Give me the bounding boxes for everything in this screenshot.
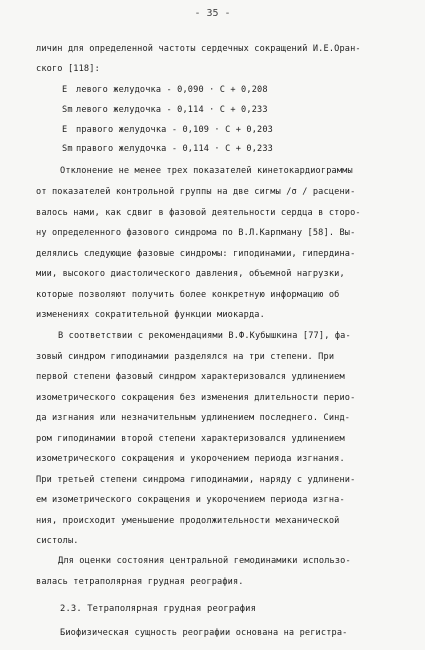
text-line: ром гиподинамии второй степени характеризовался удлинением — [36, 434, 345, 444]
text-line: изометрического сокращения и укорочением периода изгнания. — [36, 454, 345, 464]
formula-line — [62, 105, 268, 115]
text-line: валась тетраполярная грудная реография. — [36, 577, 244, 587]
formula-text: правого желудочка - 0,114 · С + 0,233 — [76, 144, 273, 154]
text-line: да изгнания или незначительным удлинением последнего. Синд- — [36, 413, 351, 423]
text-line: В соответствии с рекомендациями В.Ф.Кубышкина [77], фа- — [58, 331, 351, 341]
formula-line — [62, 144, 273, 154]
text-line: ем изометрического сокращения и укорочением периода изгна- — [36, 495, 345, 505]
text-line: от показателей контрольной группы на две сигмы /σ / расцени- — [36, 187, 356, 197]
formula-line — [62, 125, 273, 135]
text-line: зовый синдром гиподинамии разделялся на три степени. При — [36, 352, 335, 362]
text-line: валось нами, как сдвиг в фазовой деятельности сердца в сторо- — [36, 208, 361, 218]
text-line: При третьей степени синдрома гиподинамии, наряду с удлинени- — [36, 475, 356, 485]
text-line: Для оценки состояния центральной гемодинамики использо- — [58, 556, 351, 566]
formula-symbol: Sm — [62, 144, 73, 154]
text-line: ну определенного фазового синдрома по В.Л.Карпману [58]. Вы- — [36, 228, 356, 238]
text-line: первой степени фазовый синдром характеризовался удлинением — [36, 372, 345, 382]
text-line: систолы. — [36, 536, 79, 546]
section-heading: 2.3. Тетраполярная грудная реография — [60, 604, 257, 614]
formula-line — [62, 85, 268, 95]
text-line: ского [118]: — [36, 64, 100, 74]
formula-symbol: E — [62, 125, 68, 135]
formula-symbol: Sm — [62, 105, 73, 115]
text-line: делялись следующие фазовые синдромы: гиподинамии, гипердина- — [36, 249, 356, 259]
text-line: мии, высокого диастолического давления, объемной нагрузки, — [36, 269, 345, 279]
formula-symbol: E — [62, 85, 68, 95]
text-line: изометрического сокращения без изменения длительности перио- — [36, 393, 356, 403]
text-line: личин для определенной частоты сердечных сокращений И.Е.Оран- — [36, 44, 361, 54]
formula-text: левого желудочка - 0,114 · С + 0,233 — [76, 105, 268, 115]
page-number: - 35 - — [194, 8, 231, 19]
text-line: Биофизическая сущность реографии основана на регистра- — [60, 628, 348, 638]
formula-text: левого желудочка - 0,090 · С + 0,208 — [76, 85, 268, 95]
text-line: которые позволяют получить более конкретную информацию об — [36, 290, 340, 300]
formula-text: правого желудочка - 0,109 · С + 0,203 — [76, 125, 273, 135]
text-line: изменениях сократительной функции миокарда. — [36, 310, 265, 320]
text-line: ния, происходит уменьшение продолжительности механической — [36, 516, 340, 526]
text-line: Отклонение не менее трех показателей кинетокардиограммы — [60, 166, 353, 176]
